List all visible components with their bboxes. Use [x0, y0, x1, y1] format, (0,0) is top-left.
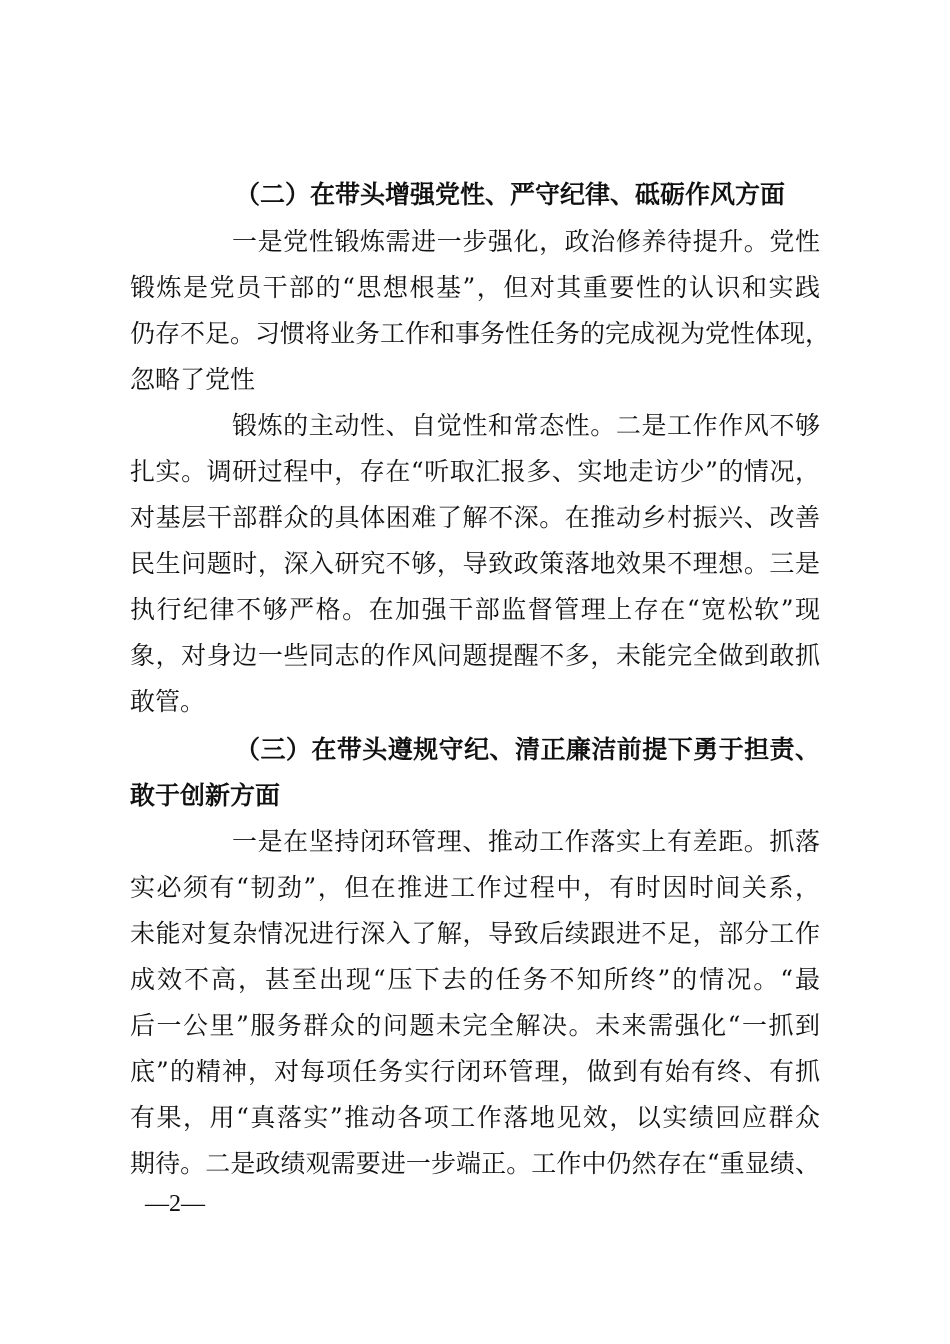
paragraph-line: 有果，用“真落实”推动各项工作落地见效，以实绩回应群众: [130, 1103, 820, 1132]
paragraph-line: 敢管。: [130, 687, 206, 716]
paragraph-line: 锻炼是党员干部的“思想根基”，但对其重要性的认识和实践: [130, 273, 820, 302]
section-heading-3-continued: 敢于创新方面: [130, 781, 281, 810]
paragraph-line: 期待。二是政绩观需要进一步端正。工作中仍然存在“重显绩、: [130, 1149, 820, 1178]
paragraph-line: 忽略了党性: [130, 365, 256, 394]
paragraph-line: 一是在坚持闭环管理、推动工作落实上有差距。抓落: [232, 827, 820, 856]
paragraph-line: 执行纪律不够严格。在加强干部监督管理上存在“宽松软”现: [130, 595, 820, 624]
paragraph-line: 一是党性锻炼需进一步强化，政治修养待提升。党性: [232, 227, 820, 256]
section-heading-2: （二）在带头增强党性、严守纪律、砥砺作风方面: [235, 180, 786, 209]
page-number: —2—: [145, 1191, 205, 1217]
paragraph-line: 象，对身边一些同志的作风问题提醒不多，未能完全做到敢抓: [130, 641, 820, 670]
paragraph-line: 扎实。调研过程中，存在“听取汇报多、实地走访少”的情况，: [130, 457, 820, 486]
paragraph-line: 实必须有“韧劲”，但在推进工作过程中，有时因时间关系，: [130, 873, 820, 902]
paragraph-line: 未能对复杂情况进行深入了解，导致后续跟进不足，部分工作: [130, 919, 820, 948]
paragraph-line: 对基层干部群众的具体困难了解不深。在推动乡村振兴、改善: [130, 503, 820, 532]
paragraph-line: 后一公里”服务群众的问题未完全解决。未来需强化“一抓到: [130, 1011, 820, 1040]
paragraph-line: 底”的精神，对每项任务实行闭环管理，做到有始有终、有抓: [130, 1057, 820, 1086]
paragraph-line: 仍存不足。习惯将业务工作和事务性任务的完成视为党性体现，: [130, 319, 831, 348]
paragraph-line: 成效不高，甚至出现“压下去的任务不知所终”的情况。“最: [130, 965, 820, 994]
section-heading-3: （三）在带头遵规守纪、清正廉洁前提下勇于担责、: [235, 735, 820, 764]
paragraph-line: 锻炼的主动性、自觉性和常态性。二是工作作风不够: [232, 411, 820, 440]
paragraph-line: 民生问题时，深入研究不够，导致政策落地效果不理想。三是: [130, 549, 820, 578]
